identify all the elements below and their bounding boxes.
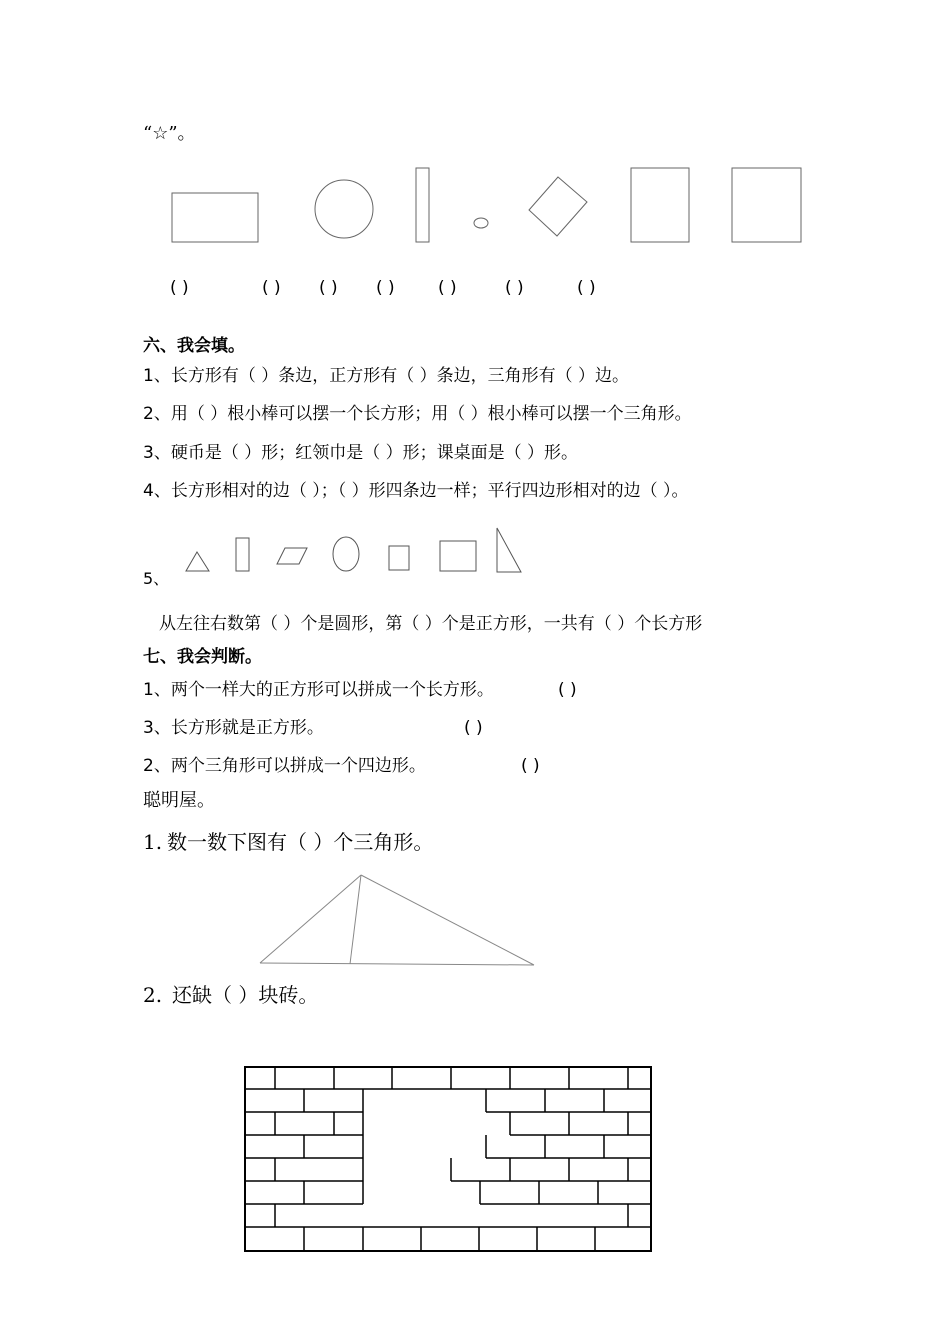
q5-shape-square	[389, 546, 409, 570]
shape-square	[732, 168, 801, 242]
answer-blank[interactable]: ( )	[262, 278, 281, 298]
q5-shape-oval	[333, 537, 359, 571]
wall-outline	[245, 1067, 651, 1251]
answer-blank[interactable]: ( )	[170, 278, 189, 298]
smart-house-q2-text: 还缺（ ）块砖。	[172, 983, 319, 1007]
fill-question-1: 1、长方形有（ ）条边，正方形有（ ）条边，三角形有（ ）边。	[143, 366, 630, 386]
judge-answer-blank[interactable]: ( )	[464, 718, 483, 738]
shape-circle	[315, 180, 373, 238]
star-instruction: “☆”。	[143, 123, 196, 144]
smart-house-q2-number: 2.	[143, 983, 163, 1007]
answer-blank[interactable]: ( )	[319, 278, 338, 298]
fill-question-2: 2、用（ ）根小棒可以摆一个长方形；用（ ）根小棒可以摆一个三角形。	[143, 404, 692, 424]
fill-question-5-text: 从左往右数第（ ）个是圆形，第（ ）个是正方形，一共有（ ）个长方形	[159, 614, 703, 634]
shape-small-oval	[474, 218, 488, 228]
fill-question-3: 3、硬币是（ ）形；红领巾是（ ）形；课桌面是（ ）形。	[143, 443, 579, 463]
shape-square	[631, 168, 689, 242]
shape-thin-rectangle	[416, 168, 429, 242]
answer-blank[interactable]: ( )	[505, 278, 524, 298]
section-7-title: 七、我会判断。	[143, 647, 262, 667]
answer-blank[interactable]: ( )	[577, 278, 596, 298]
wall-bricks	[245, 1067, 651, 1251]
answer-blank[interactable]: ( )	[438, 278, 457, 298]
smart-house-q1-text: 数一数下图有（ ）个三角形。	[167, 830, 434, 854]
shape-tilted-square	[529, 177, 587, 236]
triangle-inner-line	[350, 875, 361, 964]
q5-shape-parallelogram	[277, 548, 307, 564]
q5-shape-rectangle	[236, 538, 249, 571]
fill-question-4: 4、长方形相对的边（ ）；（ ）形四条边一样；平行四边形相对的边（ ）。	[143, 481, 689, 501]
q5-shape-rectangle	[440, 541, 476, 571]
q5-shape-triangle	[186, 552, 209, 571]
smart-house-title: 聪明屋。	[143, 790, 215, 811]
judge-question-2: 2、两个三角形可以拼成一个四边形。	[143, 756, 426, 776]
judge-answer-blank[interactable]: ( )	[558, 680, 577, 700]
judge-answer-blank[interactable]: ( )	[521, 756, 540, 776]
fill-question-5-label: 5、	[143, 569, 170, 588]
smart-house-q1-number: 1.	[143, 830, 163, 854]
judge-question-3: 3、长方形就是正方形。	[143, 718, 324, 738]
triangle-edge	[260, 963, 534, 965]
triangle-edge	[361, 875, 534, 965]
shape-rectangle	[172, 193, 258, 242]
q5-shape-right-triangle	[497, 528, 521, 572]
triangle-edge	[260, 875, 361, 963]
section-6-title: 六、我会填。	[143, 336, 245, 356]
answer-blank[interactable]: ( )	[376, 278, 395, 298]
judge-question-1: 1、两个一样大的正方形可以拼成一个长方形。	[143, 680, 494, 700]
